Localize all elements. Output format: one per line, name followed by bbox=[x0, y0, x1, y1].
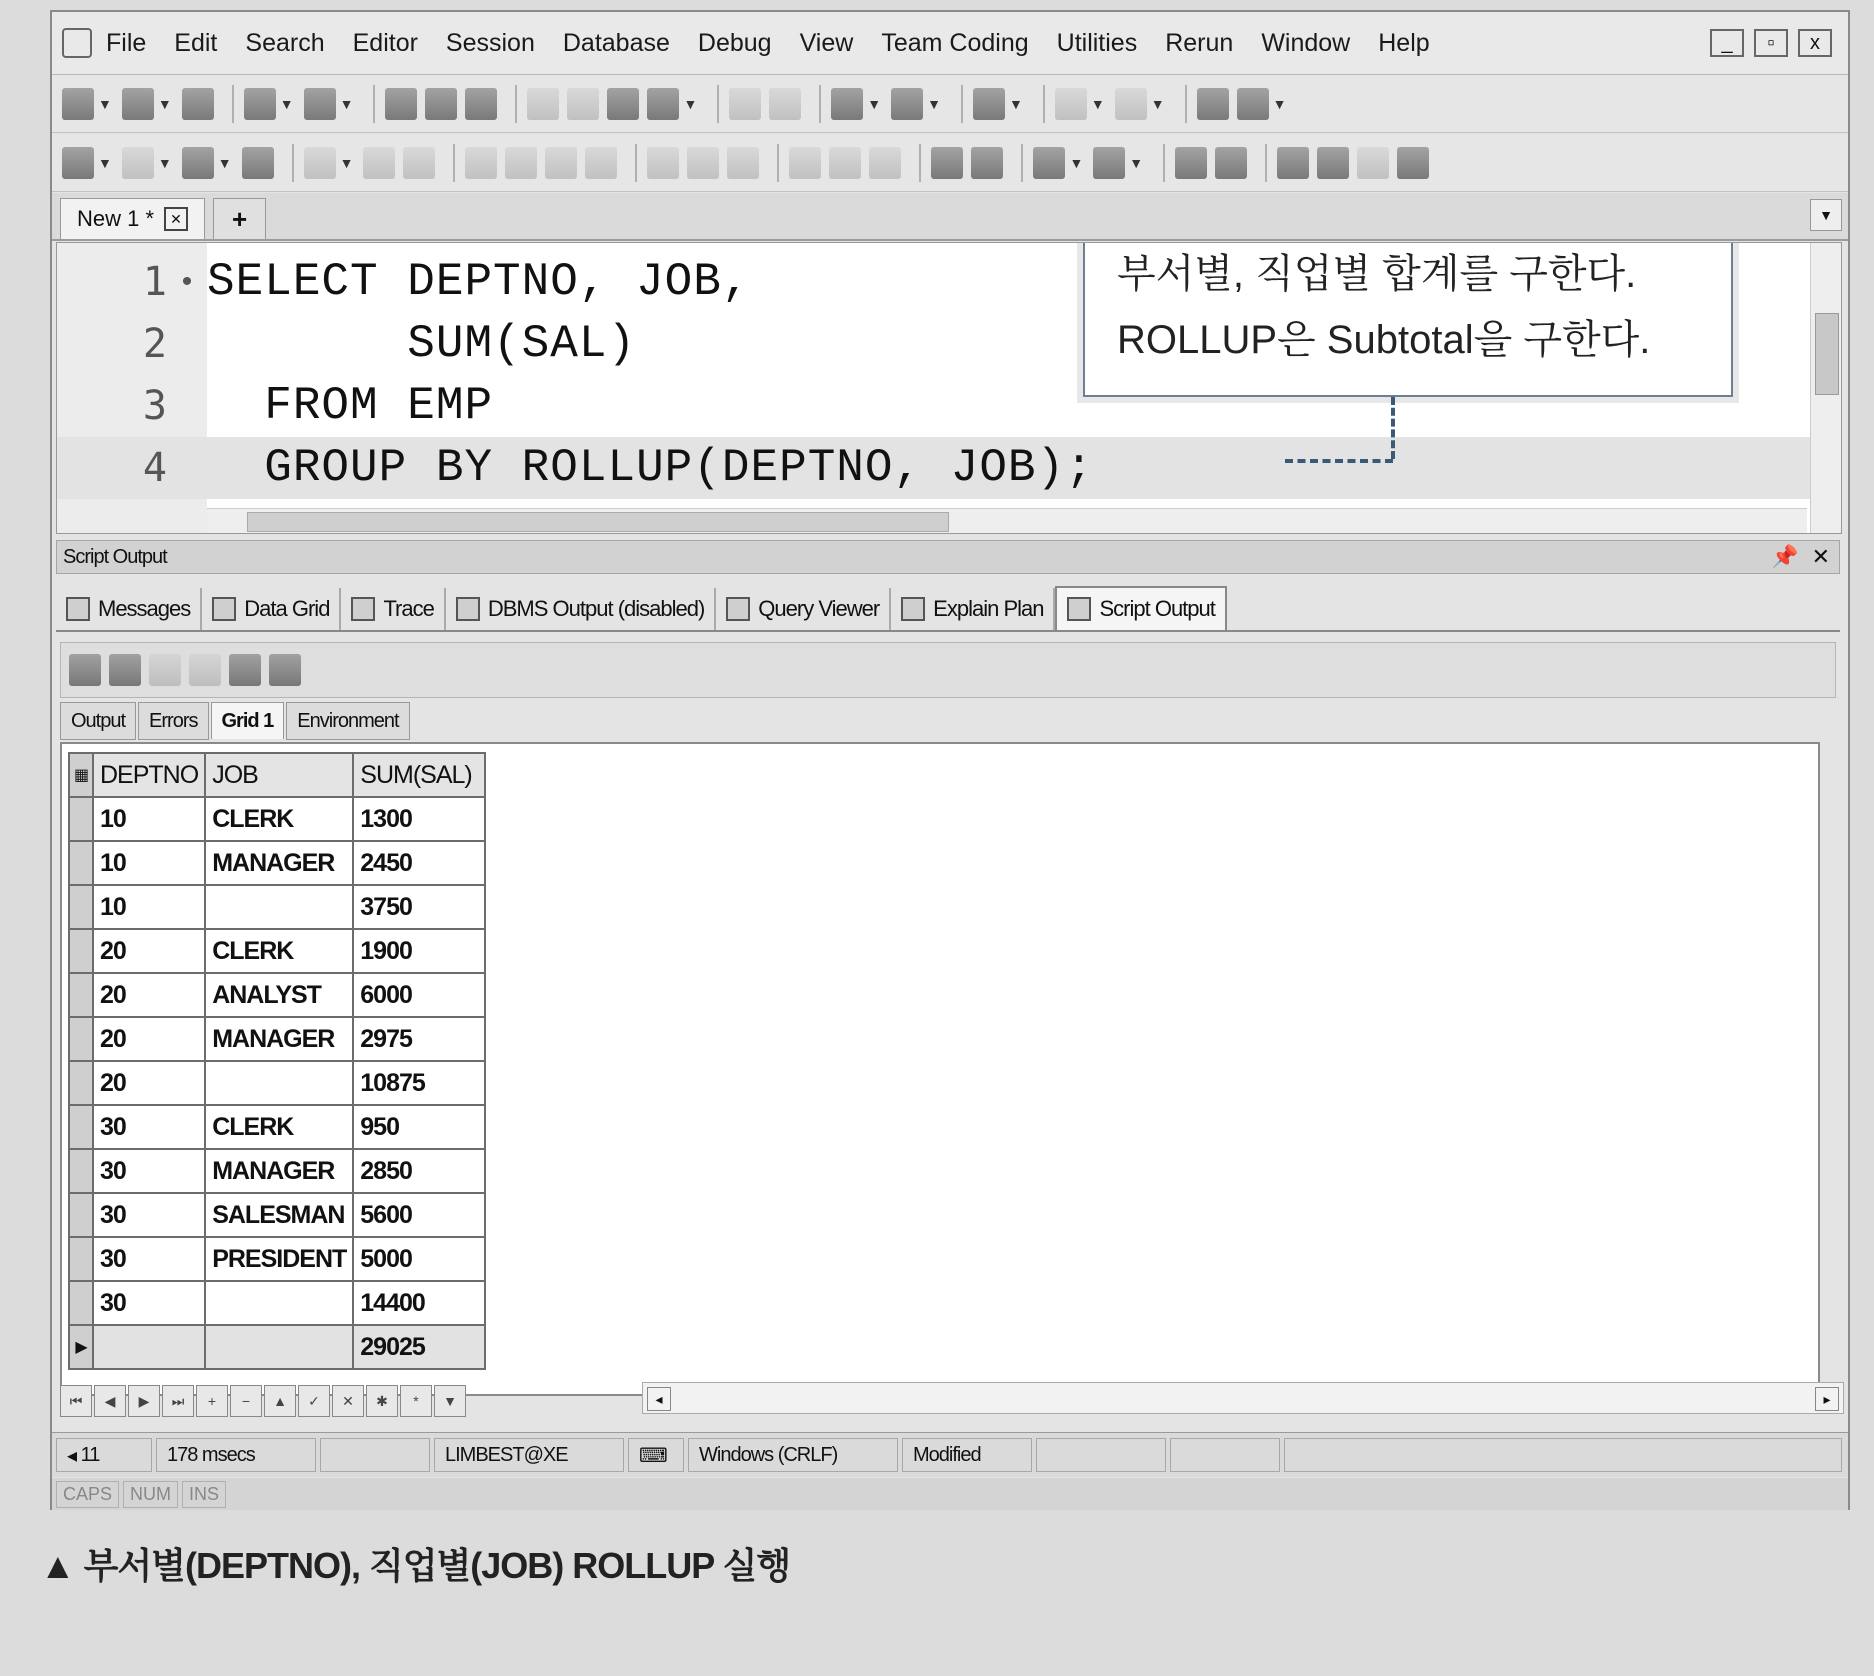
table-row[interactable] bbox=[69, 973, 485, 1017]
step-into-icon[interactable] bbox=[363, 147, 395, 179]
toolbar-divider bbox=[1185, 85, 1187, 123]
grid-cell[interactable] bbox=[205, 1281, 353, 1325]
row-header[interactable] bbox=[69, 797, 93, 841]
grid-cell[interactable]: 950 bbox=[353, 1105, 485, 1149]
chevron-down-icon[interactable]: ▼ bbox=[1810, 199, 1842, 231]
scroll-thumb[interactable] bbox=[247, 512, 949, 532]
menu-edit[interactable]: Edit bbox=[174, 28, 218, 57]
toolbar-divider bbox=[1043, 85, 1045, 123]
chart-icon[interactable] bbox=[189, 654, 221, 686]
chevron-down-icon[interactable]: ▼ bbox=[1090, 95, 1105, 112]
insert-record-icon[interactable]: + bbox=[196, 1385, 228, 1417]
line-number: 2 bbox=[142, 321, 167, 367]
table-row[interactable] bbox=[69, 1149, 485, 1193]
row-header[interactable] bbox=[69, 1105, 93, 1149]
grid-cell[interactable]: 30 bbox=[93, 1105, 205, 1149]
editor-toolbar bbox=[52, 134, 1848, 192]
print-icon[interactable] bbox=[607, 88, 639, 120]
back-icon[interactable] bbox=[1055, 88, 1087, 120]
grid-cell[interactable]: PRESIDENT bbox=[205, 1237, 353, 1281]
chevron-down-icon[interactable]: ▼ bbox=[683, 95, 698, 112]
toolbar-divider bbox=[1163, 144, 1165, 182]
sql-editor[interactable] bbox=[56, 242, 1842, 534]
grid-cell[interactable]: MANAGER bbox=[205, 1017, 353, 1061]
table-icon[interactable] bbox=[891, 88, 923, 120]
table-row[interactable] bbox=[69, 1061, 485, 1105]
grid-cell[interactable]: MANAGER bbox=[205, 1149, 353, 1193]
menu-help[interactable]: Help bbox=[1378, 28, 1430, 57]
ins-indicator: INS bbox=[182, 1481, 226, 1508]
save-icon[interactable] bbox=[385, 88, 417, 120]
document-icon bbox=[726, 597, 750, 621]
grid-cell[interactable]: 6000 bbox=[353, 973, 485, 1017]
row-header[interactable] bbox=[69, 1149, 93, 1193]
comment-icon[interactable] bbox=[869, 147, 901, 179]
grid-cell[interactable]: 20 bbox=[93, 973, 205, 1017]
code-text: SUM(SAL) bbox=[207, 318, 637, 370]
tab-label: Data Grid bbox=[244, 596, 330, 621]
dbms-icon bbox=[456, 597, 480, 621]
plan-icon bbox=[901, 597, 925, 621]
pin-icon[interactable]: 📌 bbox=[1771, 544, 1798, 569]
callout-connector bbox=[1391, 397, 1395, 459]
restore-button[interactable]: ▫ bbox=[1754, 29, 1788, 57]
grid-cell[interactable]: CLERK bbox=[205, 1105, 353, 1149]
link-icon[interactable] bbox=[647, 147, 679, 179]
format-icon[interactable] bbox=[242, 147, 274, 179]
chevron-down-icon[interactable]: ▼ bbox=[1150, 95, 1165, 112]
save-as-icon[interactable] bbox=[425, 88, 457, 120]
caps-indicator: CAPS bbox=[56, 1481, 119, 1508]
grid-cell[interactable] bbox=[93, 1325, 205, 1369]
close-icon[interactable]: ✕ bbox=[164, 207, 188, 231]
tab-grid-1[interactable]: Grid 1 bbox=[211, 702, 285, 739]
menu-utilities[interactable]: Utilities bbox=[1056, 28, 1138, 57]
compile-icon[interactable] bbox=[727, 147, 759, 179]
grid-cell[interactable]: 14400 bbox=[353, 1281, 485, 1325]
debug-icon[interactable] bbox=[304, 147, 336, 179]
session-icon[interactable] bbox=[729, 88, 761, 120]
grid-icon[interactable] bbox=[831, 88, 863, 120]
status-connection: LIMBEST@XE bbox=[434, 1438, 624, 1472]
grid-cell[interactable]: 2975 bbox=[353, 1017, 485, 1061]
prior-record-icon[interactable]: ◀ bbox=[94, 1385, 126, 1417]
commit-icon[interactable] bbox=[527, 88, 559, 120]
table-row[interactable] bbox=[69, 797, 485, 841]
copy-icon[interactable] bbox=[304, 88, 336, 120]
toolbar-divider bbox=[1021, 144, 1023, 182]
post-edit-icon[interactable]: ✓ bbox=[298, 1385, 330, 1417]
status-line-ending: Windows (CRLF) bbox=[688, 1438, 898, 1472]
first-record-icon[interactable]: ⏮ bbox=[60, 1385, 92, 1417]
last-record-icon[interactable]: ⏭ bbox=[162, 1385, 194, 1417]
grid-cell[interactable]: MANAGER bbox=[205, 841, 353, 885]
menu-search[interactable]: Search bbox=[245, 28, 325, 57]
grid-cell[interactable]: 10 bbox=[93, 885, 205, 929]
script-icon bbox=[1067, 597, 1091, 621]
row-header[interactable] bbox=[69, 973, 93, 1017]
grid-icon bbox=[212, 597, 236, 621]
copy-icon[interactable] bbox=[149, 654, 181, 686]
panel-title: Script Output bbox=[63, 545, 167, 568]
result-grid-area bbox=[60, 742, 1820, 1396]
stop-icon[interactable] bbox=[122, 147, 154, 179]
settings-icon[interactable] bbox=[1197, 88, 1229, 120]
trace-icon[interactable] bbox=[545, 147, 577, 179]
column-header[interactable]: SUM(SAL) bbox=[353, 753, 485, 797]
code-text: FROM EMP bbox=[207, 380, 494, 432]
binoculars-icon[interactable] bbox=[1033, 147, 1065, 179]
grid-cell[interactable]: 1900 bbox=[353, 929, 485, 973]
connect-icon[interactable] bbox=[62, 88, 94, 120]
grid-cell[interactable] bbox=[205, 885, 353, 929]
line-number: 4 bbox=[142, 445, 167, 491]
menu-bar bbox=[52, 12, 1848, 75]
refresh-icon[interactable]: ✱ bbox=[366, 1385, 398, 1417]
spellcheck-icon[interactable] bbox=[1357, 147, 1389, 179]
output-panel-header bbox=[56, 540, 1840, 574]
scroll-right-icon[interactable]: ▸ bbox=[1815, 1387, 1839, 1411]
table-row[interactable] bbox=[69, 1017, 485, 1061]
chevron-down-icon[interactable]: ▼ bbox=[98, 154, 112, 171]
grid-cell[interactable]: 5600 bbox=[353, 1193, 485, 1237]
grid-cell[interactable]: CLERK bbox=[205, 797, 353, 841]
watch-icon[interactable] bbox=[505, 147, 537, 179]
tab-script-output[interactable] bbox=[1055, 586, 1226, 630]
chevron-down-icon[interactable]: ▼ bbox=[927, 95, 942, 112]
column-header[interactable]: DEPTNO bbox=[93, 753, 205, 797]
result-sub-tabs bbox=[60, 702, 412, 740]
grid-cell[interactable]: 10 bbox=[93, 841, 205, 885]
indent-icon[interactable] bbox=[789, 147, 821, 179]
chevron-down-icon[interactable]: ▼ bbox=[339, 95, 354, 112]
grid-cell[interactable]: 29025 bbox=[353, 1325, 485, 1369]
status-bar-keys bbox=[52, 1478, 1848, 1510]
toolbar-divider bbox=[919, 144, 921, 182]
table-row[interactable] bbox=[69, 1237, 485, 1281]
chevron-down-icon[interactable]: ▼ bbox=[867, 95, 882, 112]
tab-output[interactable]: Output bbox=[60, 702, 136, 740]
row-header[interactable] bbox=[69, 1237, 93, 1281]
grid-cell[interactable]: SALESMAN bbox=[205, 1193, 353, 1237]
menu-rerun[interactable]: Rerun bbox=[1165, 28, 1234, 57]
tab-label: Script Output bbox=[1099, 596, 1215, 621]
toolbar-divider bbox=[717, 85, 719, 123]
figure-caption: ▲ 부서별(DEPTNO), 직업별(JOB) ROLLUP 실행 bbox=[40, 1545, 791, 1586]
toolbar-divider bbox=[635, 144, 637, 182]
grid-cell[interactable]: 2850 bbox=[353, 1149, 485, 1193]
num-indicator: NUM bbox=[123, 1481, 178, 1508]
tab-label: Query Viewer bbox=[758, 596, 880, 621]
toolbar-divider bbox=[373, 85, 375, 123]
code-line-current bbox=[57, 437, 1841, 499]
line-number: 1 bbox=[142, 259, 167, 305]
table-row[interactable] bbox=[69, 1281, 485, 1325]
grid-cell[interactable]: 30 bbox=[93, 1193, 205, 1237]
table-row[interactable] bbox=[69, 1105, 485, 1149]
open-folder-icon[interactable] bbox=[244, 88, 276, 120]
status-elapsed: 178 msecs bbox=[156, 1438, 316, 1472]
trace-icon bbox=[351, 597, 375, 621]
redo-icon[interactable] bbox=[1215, 147, 1247, 179]
tab-label: Trace bbox=[383, 596, 434, 621]
grid-cell[interactable]: 20 bbox=[93, 929, 205, 973]
horizontal-scrollbar[interactable] bbox=[207, 508, 1807, 533]
line-number: 3 bbox=[142, 383, 167, 429]
grid-cell[interactable] bbox=[205, 1325, 353, 1369]
lowercase-icon[interactable] bbox=[1317, 147, 1349, 179]
result-grid[interactable] bbox=[68, 752, 486, 1370]
forward-icon[interactable] bbox=[1115, 88, 1147, 120]
vertical-scrollbar[interactable] bbox=[1810, 243, 1841, 533]
select-all-icon[interactable]: ▦ bbox=[69, 753, 93, 797]
next-record-icon[interactable]: ▶ bbox=[128, 1385, 160, 1417]
grid-cell[interactable]: 20 bbox=[93, 1061, 205, 1105]
toolbar-divider bbox=[819, 85, 821, 123]
tab-explain-plan[interactable] bbox=[891, 588, 1055, 630]
sql-icon[interactable] bbox=[1237, 88, 1269, 120]
tab-label: Messages bbox=[98, 596, 191, 621]
grid-cell[interactable]: 10875 bbox=[353, 1061, 485, 1105]
chevron-down-icon[interactable]: ▼ bbox=[157, 95, 172, 112]
toggle-icon[interactable] bbox=[1397, 147, 1429, 179]
grid-header-row bbox=[69, 753, 485, 797]
main-toolbar bbox=[52, 75, 1848, 133]
export-icon[interactable] bbox=[69, 654, 101, 686]
disconnect-icon[interactable] bbox=[182, 88, 214, 120]
grid-icon[interactable] bbox=[229, 654, 261, 686]
table-row[interactable] bbox=[69, 841, 485, 885]
grid-cell[interactable]: 2450 bbox=[353, 841, 485, 885]
delete-record-icon[interactable]: − bbox=[230, 1385, 262, 1417]
menu-editor[interactable]: Editor bbox=[352, 28, 418, 57]
unlink-icon[interactable] bbox=[687, 147, 719, 179]
chevron-down-icon[interactable]: ▼ bbox=[157, 154, 172, 171]
row-header[interactable] bbox=[69, 841, 93, 885]
run-script-icon[interactable] bbox=[182, 147, 214, 179]
export-icon[interactable] bbox=[973, 88, 1005, 120]
tab-label: DBMS Output (disabled) bbox=[487, 596, 705, 621]
toolbar-divider bbox=[515, 85, 517, 123]
add-tab-button[interactable]: + bbox=[213, 198, 266, 239]
scroll-thumb[interactable] bbox=[1815, 313, 1839, 395]
menu-team-coding[interactable]: Team Coding bbox=[881, 28, 1029, 57]
grid-cell[interactable]: 20 bbox=[93, 1017, 205, 1061]
column-header[interactable]: JOB bbox=[205, 753, 353, 797]
chevron-down-icon[interactable]: ▼ bbox=[1272, 95, 1287, 112]
status-blank bbox=[1170, 1438, 1280, 1472]
messages-icon bbox=[66, 597, 90, 621]
toolbar-divider bbox=[453, 144, 455, 182]
print-icon[interactable] bbox=[269, 654, 301, 686]
row-header[interactable] bbox=[69, 885, 93, 929]
chevron-down-icon[interactable]: ▼ bbox=[217, 154, 232, 171]
outdent-icon[interactable] bbox=[829, 147, 861, 179]
grid-cell[interactable]: 30 bbox=[93, 1281, 205, 1325]
callout-box bbox=[1083, 242, 1733, 397]
output-tabs bbox=[56, 580, 1840, 632]
status-bar bbox=[52, 1432, 1848, 1477]
minimize-button[interactable]: _ bbox=[1710, 29, 1744, 57]
status-line: ◂ 11 bbox=[56, 1438, 152, 1472]
menu-file[interactable]: File bbox=[106, 28, 147, 57]
tab-label: New 1 * bbox=[77, 206, 155, 231]
grid-cell[interactable] bbox=[205, 1061, 353, 1105]
tab-environment[interactable]: Environment bbox=[286, 702, 409, 740]
menu-session[interactable]: Session bbox=[445, 28, 535, 57]
save-all-icon[interactable] bbox=[465, 88, 497, 120]
step-over-icon[interactable] bbox=[403, 147, 435, 179]
grid-cell[interactable]: CLERK bbox=[205, 929, 353, 973]
copy-code-icon[interactable] bbox=[971, 147, 1003, 179]
line-marker: • bbox=[181, 265, 193, 298]
row-pointer-icon[interactable]: ▶ bbox=[69, 1325, 93, 1369]
grid-cell[interactable]: ANALYST bbox=[205, 973, 353, 1017]
line-count: 11 bbox=[80, 1443, 100, 1466]
code-text: GROUP BY ROLLUP(DEPTNO, JOB); bbox=[207, 442, 1094, 494]
toolbar-divider bbox=[961, 85, 963, 123]
status-blank bbox=[1284, 1438, 1842, 1472]
chevron-down-icon[interactable]: ▼ bbox=[279, 95, 294, 112]
toolbar-divider bbox=[1265, 144, 1267, 182]
toolbar-divider bbox=[292, 144, 294, 182]
tab-dbms-output[interactable] bbox=[446, 588, 716, 630]
chevron-down-icon[interactable]: ▼ bbox=[1069, 154, 1084, 171]
apply-icon[interactable]: * bbox=[400, 1385, 432, 1417]
menu-window[interactable]: Window bbox=[1261, 28, 1351, 57]
grid-cell[interactable]: 10 bbox=[93, 797, 205, 841]
tab-trace[interactable] bbox=[341, 588, 445, 630]
cancel-edit-icon[interactable]: ✕ bbox=[332, 1385, 364, 1417]
rollback-icon[interactable] bbox=[567, 88, 599, 120]
close-button[interactable]: x bbox=[1798, 29, 1832, 57]
tab-data-grid[interactable] bbox=[202, 588, 341, 630]
callout-connector bbox=[1285, 459, 1393, 463]
compare-icon[interactable] bbox=[931, 147, 963, 179]
filter-icon[interactable]: ▼ bbox=[434, 1385, 466, 1417]
row-header[interactable] bbox=[69, 1193, 93, 1237]
row-header[interactable] bbox=[69, 1061, 93, 1105]
chevron-down-icon[interactable]: ▼ bbox=[1129, 154, 1144, 171]
bookmark-icon[interactable] bbox=[1093, 147, 1125, 179]
toad-window bbox=[50, 10, 1850, 1510]
table-row[interactable] bbox=[69, 1325, 485, 1369]
table-row[interactable] bbox=[69, 1193, 485, 1237]
grid-cell[interactable]: 30 bbox=[93, 1149, 205, 1193]
status-blank bbox=[320, 1438, 430, 1472]
output-toolbar bbox=[60, 642, 1836, 698]
grid-body bbox=[69, 797, 485, 1369]
app-icon[interactable] bbox=[62, 28, 92, 58]
breakpoint-icon[interactable] bbox=[465, 147, 497, 179]
menu-database[interactable]: Database bbox=[562, 28, 670, 57]
row-header[interactable] bbox=[69, 1281, 93, 1325]
document-tabs bbox=[52, 193, 1848, 241]
callout-text: 부서별, 직업별 합계를 구한다. bbox=[1117, 252, 1637, 296]
monitor-icon[interactable] bbox=[769, 88, 801, 120]
grid-cell[interactable]: 3750 bbox=[353, 885, 485, 929]
close-icon[interactable]: ✕ bbox=[1811, 544, 1829, 569]
compare-icon[interactable] bbox=[109, 654, 141, 686]
menu-view[interactable]: View bbox=[799, 28, 854, 57]
explain-icon[interactable] bbox=[647, 88, 679, 120]
profiler-icon[interactable] bbox=[585, 147, 617, 179]
tab-messages[interactable] bbox=[56, 588, 202, 630]
row-header[interactable] bbox=[69, 1017, 93, 1061]
toolbar-divider bbox=[232, 85, 234, 123]
grid-cell[interactable]: 5000 bbox=[353, 1237, 485, 1281]
tab-errors[interactable]: Errors bbox=[138, 702, 208, 740]
uppercase-icon[interactable] bbox=[1277, 147, 1309, 179]
grid-cell[interactable]: 1300 bbox=[353, 797, 485, 841]
tab-label: Explain Plan bbox=[933, 596, 1044, 621]
grid-navigator bbox=[60, 1382, 468, 1420]
scroll-left-icon[interactable]: ◂ bbox=[647, 1387, 671, 1411]
chevron-down-icon[interactable]: ▼ bbox=[98, 95, 112, 112]
code-text: SELECT DEPTNO, JOB, bbox=[207, 256, 751, 308]
table-row[interactable] bbox=[69, 885, 485, 929]
tab-new-1[interactable] bbox=[60, 198, 205, 239]
schema-icon[interactable] bbox=[122, 88, 154, 120]
callout-text: ROLLUP은 Subtotal을 구한다. bbox=[1117, 318, 1651, 362]
toolbar-divider bbox=[777, 144, 779, 182]
status-blank bbox=[1036, 1438, 1166, 1472]
status-modified: Modified bbox=[902, 1438, 1032, 1472]
edit-record-icon[interactable]: ▲ bbox=[264, 1385, 296, 1417]
table-row[interactable] bbox=[69, 929, 485, 973]
chevron-down-icon[interactable]: ▼ bbox=[339, 154, 354, 171]
grid-cell[interactable]: 30 bbox=[93, 1237, 205, 1281]
grid-horizontal-scrollbar[interactable] bbox=[642, 1382, 1844, 1414]
window-controls bbox=[1710, 29, 1832, 57]
menu-debug[interactable]: Debug bbox=[697, 28, 772, 57]
tab-query-viewer[interactable] bbox=[716, 588, 891, 630]
execute-icon[interactable] bbox=[62, 147, 94, 179]
chevron-down-icon[interactable]: ▼ bbox=[1009, 95, 1023, 112]
undo-icon[interactable] bbox=[1175, 147, 1207, 179]
keyboard-icon: ⌨ bbox=[628, 1438, 684, 1472]
row-header[interactable] bbox=[69, 929, 93, 973]
